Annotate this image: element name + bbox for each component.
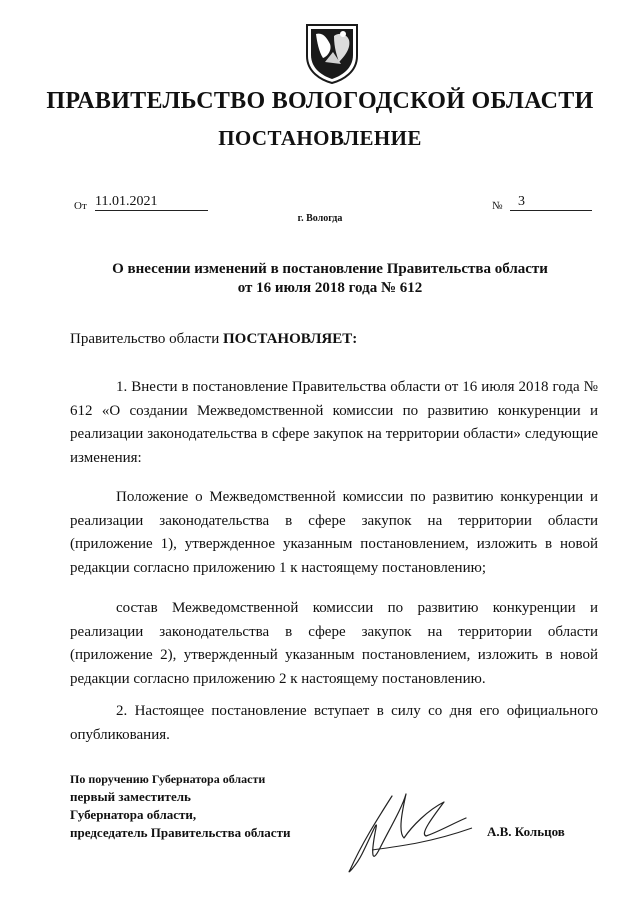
subject-line-1: О внесении изменений в постановление Правительства области (112, 261, 548, 277)
government-title: ПРАВИТЕЛЬСТВО ВОЛОГОДСКОЙ ОБЛАСТИ (46, 88, 594, 114)
document-date: 11.01.2021 (95, 194, 208, 211)
signatory-line-3: Губернатора области, (70, 807, 197, 822)
coat-of-arms-icon (303, 22, 361, 84)
signer-name: А.В. Кольцов (487, 824, 565, 839)
date-label: От (74, 200, 87, 212)
signatory-line-4: председатель Правительства области (70, 825, 291, 840)
decree-prefix: Правительство области (70, 331, 220, 347)
paragraph-2: 2. Настоящее постановление вступает в силу со дня его официального опубликования. (70, 703, 598, 743)
paragraph-1: 1. Внести в постановление Правительства области от 16 июля 2018 года № 612 «О создании Межведомственной комиссии по развитию конкуренции и реализации законодательства в сфере закупок на территории области» следующие изменения: (70, 379, 598, 466)
document-type: ПОСТАНОВЛЕНИЕ (218, 126, 422, 150)
document-number: 3 (510, 194, 592, 211)
signatory-position (70, 770, 290, 842)
handwritten-signature (332, 788, 482, 878)
decree-line (70, 328, 598, 352)
signatory-line-1: По поручению Губернатора области (70, 772, 266, 786)
signatory-line-2: первый заместитель (70, 789, 191, 804)
document-subject (80, 260, 580, 298)
subject-line-2: от 16 июля 2018 года № 612 (237, 280, 423, 296)
paragraph-1-composition: состав Межведомственной комиссии по развитию конкуренции и реализации законодательства в сфере закупок на территории области (приложение 2), утвержденный указанным постановлением, изложить в новой редакции согласно приложению 2 к настоящему постановлению. (70, 600, 598, 687)
city-label: г. Вологда (297, 213, 343, 224)
number-label: № (492, 200, 503, 212)
paragraph-1-regulation: Положение о Межведомственной комиссии по развитию конкуренции и реализации законодательства в сфере закупок на территории области (приложение 1), утвержденное указанным постановлением, изложить в новой редакции согласно приложению 1 к настоящему постановлению; (70, 489, 598, 576)
decree-word: ПОСТАНОВЛЯЕТ: (222, 331, 358, 347)
